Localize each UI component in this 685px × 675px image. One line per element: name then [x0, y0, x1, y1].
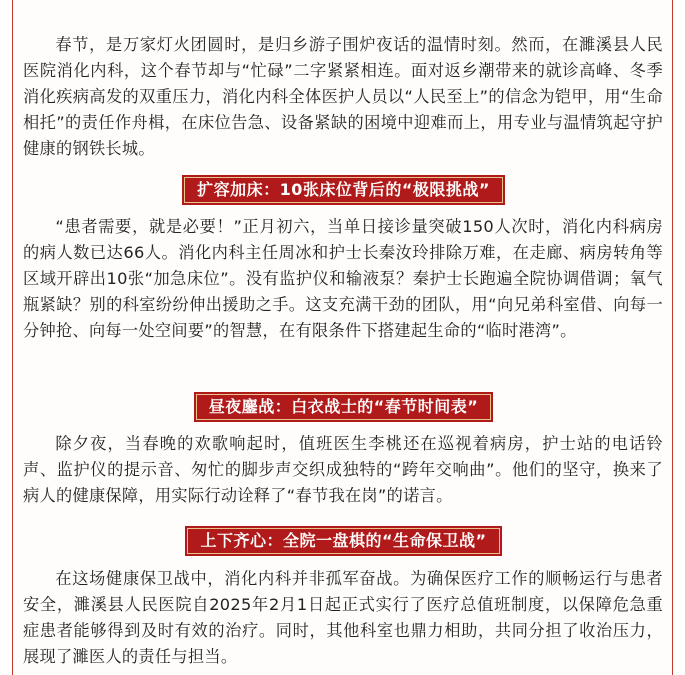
day-night-paragraph: 除夕夜，当春晚的欢歌响起时，值班医生李桃还在巡视着病房，护士站的电话铃声、监护仪的提示音、匆忙的脚步声交织成独特的“跨年交响曲”。他们的坚守，换来了病人的健康保障，用实际行动诠释了“春节我在岗”的诺言。 — [23, 434, 663, 505]
section-heading-wrap — [13, 177, 674, 203]
section-heading-wrap — [13, 394, 674, 420]
section-heading-wrap — [13, 528, 674, 554]
teamwork-paragraph: 在这场健康保卫战中，消化内科并非孤军奋战。为确保医疗工作的顺畅运行与患者安全，濉溪县人民医院自2025年2月1日起正式实行了医疗总值班制度，以保障危急重症患者能够得到及时有效的治疗。同时，其他科室也鼎力相助，共同分担了收治压力，展现了濉医人的责任与担当。 — [23, 569, 663, 666]
intro-paragraph: 春节，是万家灯火团圆时，是归乡游子围炉夜话的温情时刻。然而，在濉溪县人民医院消化内科，这个春节却与“忙碌”二字紧紧相连。面对返乡潮带来的就诊高峰、冬季消化疾病高发的双重压力，消化内科全体医护人员以“人民至上”的信念为铠甲，用“生命相托”的责任作舟楫，在床位告急、设备紧缺的困境中迎难而上，用专业与温情筑起守护健康的钢铁长城。 — [23, 35, 663, 158]
section-heading-teamwork: 上下齐心：全院一盘棋的“生命保卫战” — [187, 528, 499, 554]
section-heading-expansion: 扩容加床：10张床位背后的“极限挑战” — [184, 177, 503, 203]
article-frame — [12, 0, 673, 675]
expansion-paragraph: “患者需要，就是必要！”正月初六，当单日接诊量突破150人次时，消化内科病房的病人数已达66人。消化内科主任周冰和护士长秦汝玲排除万难，在走廊、病房转角等区域开辟出10张“加急床位”。没有监护仪和输液泵？秦护士长跑遍全院协调借调；氧气瓶紧缺？别的科室纷纷伸出援助之手。这支充满干劲的团队，用“向兄弟科室借、向每一分钟抢、向每一处空间要”的智慧，在有限条件下搭建起生命的“临时港湾”。 — [23, 217, 663, 340]
section-heading-day-night: 昼夜鏖战：白衣战士的“春节时间表” — [196, 394, 492, 420]
